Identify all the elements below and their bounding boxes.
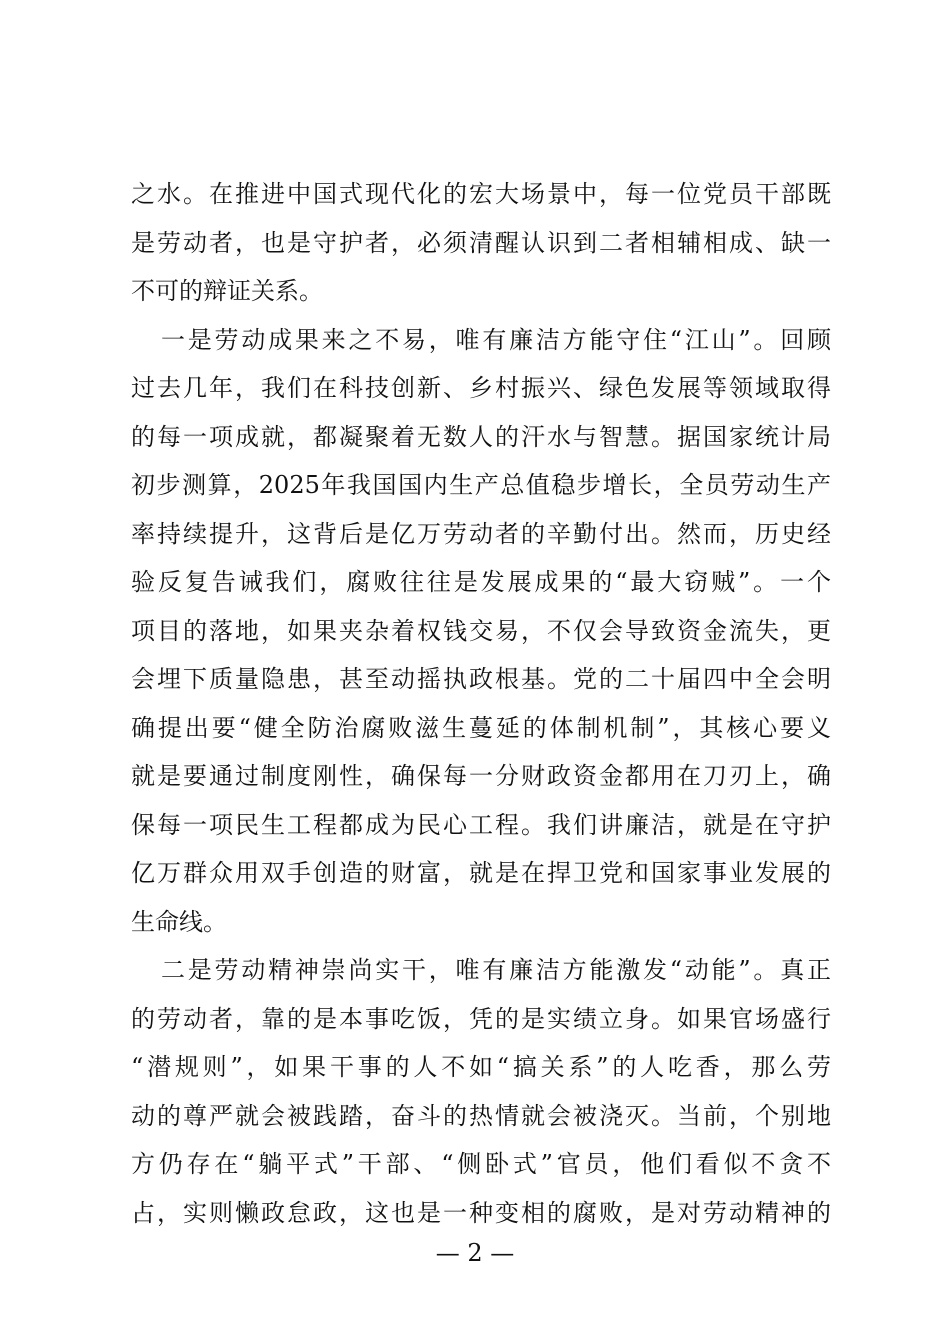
text-line: 保每一项民生工程都成为民心工程。我们讲廉洁，就是在守护	[131, 810, 831, 839]
text-line: 过去几年，我们在科技创新、乡村振兴、绿色发展等领域取得	[131, 374, 831, 402]
text-line: “潜规则”，如果干事的人不如“搞关系”的人吃香，那么劳	[131, 1053, 831, 1081]
text-line: 验反复告诫我们，腐败往往是发展成果的“最大窃贼”。一个	[131, 568, 831, 596]
paragraph-labor-achievements	[131, 316, 831, 947]
text-line: 项目的落地，如果夹杂着权钱交易，不仅会导致资金流失，更	[131, 616, 831, 645]
page-number: — 2 —	[435, 1239, 515, 1267]
text-line: 之水。在推进中国式现代化的宏大场景中，每一位党员干部既	[131, 180, 831, 208]
text-line: 初步测算，2025年我国国内生产总值稳步增长，全员劳动生产	[131, 471, 831, 499]
text-line: 占，实则懒政怠政，这也是一种变相的腐败，是对劳动精神的	[131, 1198, 831, 1227]
text-line: 会埋下质量隐患，甚至动摇执政根基。党的二十届四中全会明	[131, 665, 831, 693]
text-line: 是劳动者，也是守护者，必须清醒认识到二者相辅相成、缺一	[131, 228, 831, 257]
text-line: 生命线。	[131, 907, 227, 936]
text-line: 就是要通过制度刚性，确保每一分财政资金都用在刀刃上，确	[131, 762, 831, 790]
text-line: 不可的辩证关系。	[131, 277, 323, 305]
text-line: 的每一项成就，都凝聚着无数人的汗水与智慧。据国家统计局	[131, 422, 831, 451]
text-line: 的劳动者，靠的是本事吃饭，凭的是实绩立身。如果官场盛行	[131, 1004, 831, 1033]
text-line: 二是劳动精神崇尚实干，唯有廉洁方能激发“动能”。真正	[161, 956, 831, 984]
paragraph-continuation	[131, 170, 831, 316]
text-line: 动的尊严就会被践踏，奋斗的热情就会被浇灭。当前，个别地	[131, 1101, 831, 1130]
text-line: 方仍存在“躺平式”干部、“侧卧式”官员，他们看似不贪不	[131, 1150, 831, 1178]
paragraph-labor-spirit	[131, 946, 831, 1237]
document-body	[131, 170, 831, 1237]
text-line: 率持续提升，这背后是亿万劳动者的辛勤付出。然而，历史经	[131, 519, 831, 548]
text-line: 亿万群众用双手创造的财富，就是在捍卫党和国家事业发展的	[131, 859, 831, 887]
text-line: 确提出要“健全防治腐败滋生蔓延的体制机制”，其核心要义	[131, 713, 831, 742]
text-line: 一是劳动成果来之不易，唯有廉洁方能守住“江山”。回顾	[161, 325, 831, 354]
